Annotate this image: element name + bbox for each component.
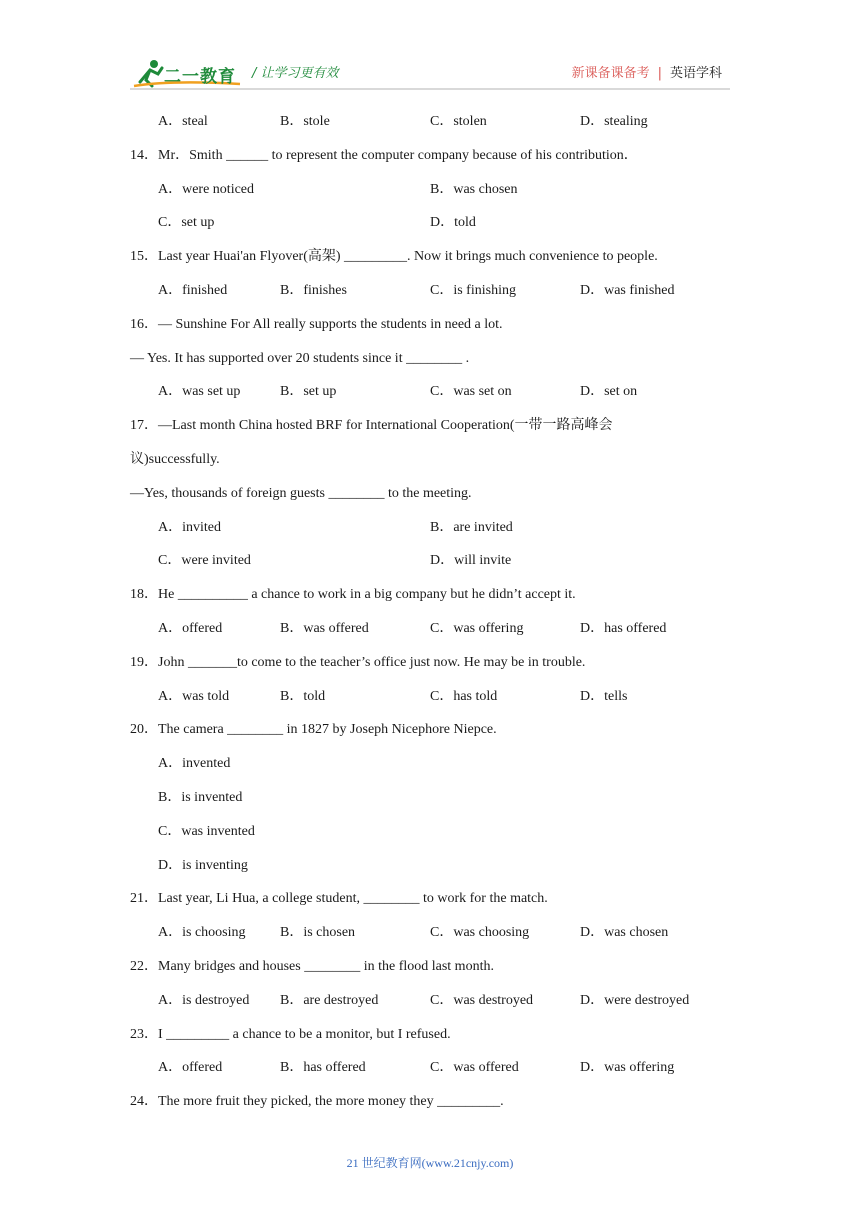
option: A．is choosing [158,925,246,941]
option: C．were invited [158,553,251,569]
question-stem: — Yes. It has supported over 20 students since it ________ . [130,350,470,366]
option: A．was told [158,688,230,704]
option: A．steal [158,114,208,129]
header-subject: 英语学科 [669,66,722,81]
option: B．has offered [280,1060,366,1076]
option: B．was offered [280,621,369,636]
option: D．was chosen [580,925,669,941]
question-stem: 16．— Sunshine For All really supports the students in need a lot. [130,316,503,332]
option: C．was invented [158,823,255,839]
option: C．is finishing [430,283,516,298]
option: B．is chosen [280,925,356,941]
question-stem: 15．Last year Huai'an Flyover(高架) _________. Now it brings much convenience to people. [130,249,658,265]
option: B．are invited [430,519,513,535]
question-stem: 议)successfully. [130,452,220,467]
option: C．was offering [430,621,524,636]
question-stem: 21．Last year, Li Hua, a college student, ________ to work for the match. [130,891,548,907]
option: C．was set on [430,384,512,400]
option: A．offered [158,621,223,636]
option: D．told [430,215,476,231]
question-stem: 23．I _________ a chance to be a monitor, but I refused. [130,1026,451,1042]
option: B．stole [280,114,330,129]
option: A．invited [158,519,221,535]
option: B．set up [280,384,337,400]
option: C．set up [158,215,215,231]
option: D．was finished [580,283,675,298]
question-stem: 17．—Last month China hosted BRF for International Cooperation(一带一路高峰会 [130,418,613,434]
option: A．is destroyed [158,992,250,1008]
option: C．has told [430,688,498,704]
option: D．set on [580,384,638,400]
question-stem: 14．Mr．Smith ______ to represent the computer company because of his contribution． [130,147,638,163]
option: B．was chosen [430,181,518,197]
option: A．offered [158,1060,223,1076]
page-header [0,0,860,100]
option: D．tells [580,688,628,704]
question-stem: 18．He __________ a chance to work in a big company but he didn’t accept it. [130,587,576,603]
option: B．told [280,688,326,704]
option: D．is inventing [158,857,248,873]
option: A．invented [158,756,231,772]
header-slogan: / 让学习更有效 [252,66,339,81]
question-stem: 19．John _______to come to the teacher’s office just now. He may be in trouble. [130,654,586,670]
logo-text: 二一教育 [164,67,236,87]
option: B．are destroyed [280,992,379,1008]
option: A．finished [158,283,228,298]
option: D．was offering [580,1060,675,1076]
header-right [572,62,722,81]
header-separator: | [657,66,662,81]
page-footer: 21 世纪教育网(www.21cnjy.com) [346,1156,514,1170]
option: B．is invented [158,790,243,805]
header-divider [130,88,730,90]
question-stem: 24．The more fruit they picked, the more money they _________. [130,1094,504,1110]
question-stem: 22．Many bridges and houses ________ in the flood last month. [130,959,494,974]
question-stem: —Yes, thousands of foreign guests ________ to the meeting. [130,485,472,501]
header-course-label: 新课备课备考 [571,66,650,81]
option: A．was set up [158,384,241,400]
option: D．will invite [430,553,512,569]
option: B．finishes [280,283,347,298]
option: A．were noticed [158,181,255,197]
option: D．has offered [580,621,667,636]
option: D．stealing [580,114,648,129]
option: C．stolen [430,114,487,129]
option: D．were destroyed [580,992,690,1008]
question-stem: 20．The camera ________ in 1827 by Joseph Nicephore Niepce. [130,722,497,738]
option: C．was choosing [430,925,530,941]
option: C．was offered [430,1060,519,1076]
option: C．was destroyed [430,992,534,1008]
